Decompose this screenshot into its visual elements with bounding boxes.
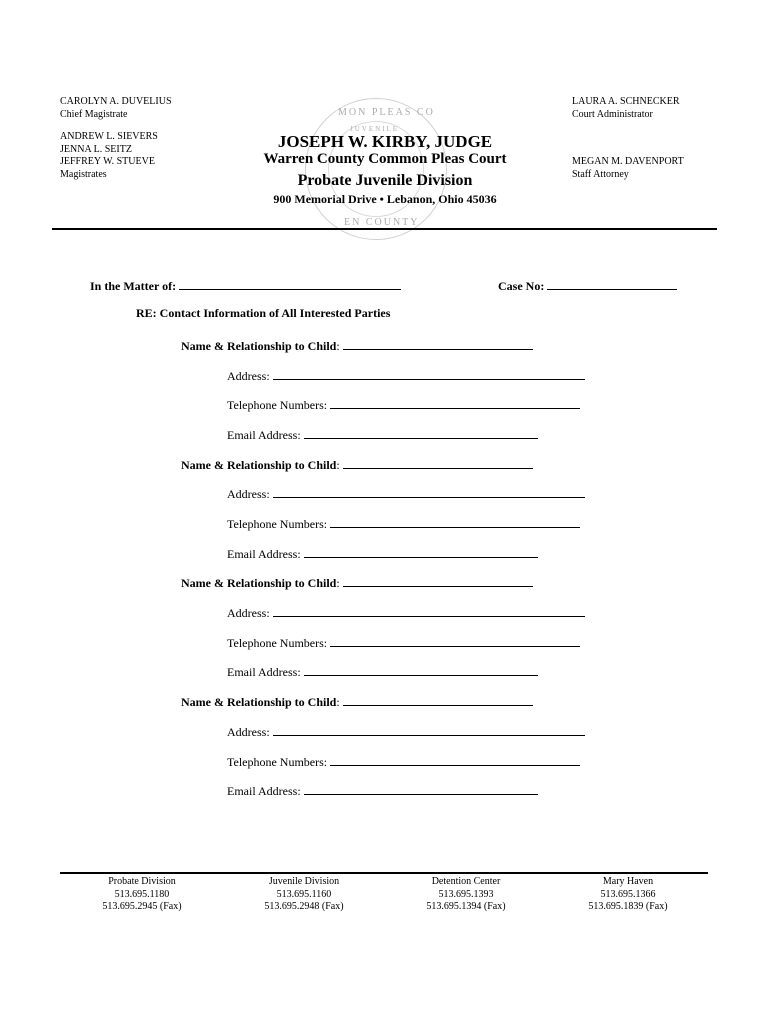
footer-detention — [386, 876, 546, 914]
party-2-name-row — [181, 456, 533, 473]
party-name-label: Name & Relationship to Child — [181, 576, 337, 590]
telephone-label: Telephone Numbers: — [227, 398, 328, 412]
re-line: RE: Contact Information of All Interested Parties — [136, 306, 391, 320]
magistrates-title: Magistrates — [60, 168, 107, 180]
party-4-address-row — [227, 723, 585, 740]
footer-office-fax: 513.695.2945 (Fax) — [102, 901, 182, 912]
case-number-input[interactable] — [547, 277, 677, 290]
party-1-address-row — [227, 367, 585, 384]
staff-attorney-block — [572, 156, 684, 181]
party-1-name-row — [181, 337, 533, 354]
court-administrator-title: Court Administrator — [572, 108, 653, 120]
footer-office-name: Mary Haven — [602, 876, 654, 887]
email-label: Email Address: — [227, 547, 301, 561]
footer-office-fax: 513.695.1839 (Fax) — [588, 901, 668, 912]
judge-name: JOSEPH W. KIRBY, JUDGE — [277, 132, 493, 151]
footer-office-name: Probate Division — [108, 876, 176, 887]
party-3-address-row — [227, 604, 585, 621]
address-label: Address: — [227, 725, 270, 739]
footer-office-fax: 513.695.1394 (Fax) — [426, 901, 506, 912]
party-2-phone-row — [227, 515, 580, 532]
staff-attorney-title: Staff Attorney — [572, 168, 629, 180]
chief-magistrate-block — [60, 96, 172, 121]
party-3-address-input[interactable] — [273, 604, 585, 617]
division-name: Probate Juvenile Division — [297, 172, 473, 189]
matter-row — [90, 277, 401, 294]
staff-attorney-name: MEGAN M. DAVENPORT — [572, 156, 684, 167]
address-label: Address: — [227, 369, 270, 383]
party-3-email-input[interactable] — [304, 663, 538, 676]
chief-magistrate-name: CAROLYN A. DUVELIUS — [60, 96, 172, 107]
party-name-colon: : — [336, 339, 340, 353]
footer-office-fax: 513.695.2948 (Fax) — [264, 901, 344, 912]
email-label: Email Address: — [227, 784, 301, 798]
telephone-label: Telephone Numbers: — [227, 755, 328, 769]
footer-juvenile — [224, 876, 384, 914]
footer-office-phone: 513.695.1366 — [600, 888, 656, 900]
party-name-colon: : — [336, 695, 340, 709]
party-3-email-row — [227, 663, 538, 680]
case-label: Case No: — [498, 279, 545, 293]
footer-office-phone: 513.695.1393 — [438, 888, 494, 900]
court-address: 900 Memorial Drive • Lebanon, Ohio 45036 — [273, 192, 497, 206]
party-4-phone-input[interactable] — [330, 753, 580, 766]
party-1-name-input[interactable] — [343, 337, 533, 350]
party-4-phone-row — [227, 753, 580, 770]
party-name-colon: : — [336, 576, 340, 590]
footer-office-phone: 513.695.1180 — [114, 888, 170, 900]
party-3-name-input[interactable] — [343, 574, 533, 587]
address-label: Address: — [227, 606, 270, 620]
court-name: Warren County Common Pleas Court — [263, 151, 507, 167]
footer-office-phone: 513.695.1160 — [276, 888, 332, 900]
magistrates-block — [60, 131, 158, 181]
party-1-email-input[interactable] — [304, 426, 538, 439]
seal-bottom-text: EN COUNTY — [344, 217, 420, 228]
party-1-phone-input[interactable] — [330, 396, 580, 409]
matter-input[interactable] — [179, 277, 401, 290]
matter-label: In the Matter of: — [90, 279, 177, 293]
party-name-label: Name & Relationship to Child — [181, 458, 337, 472]
party-2-name-input[interactable] — [343, 456, 533, 469]
party-4-name-row — [181, 693, 533, 710]
seal-top-text: MON PLEAS CO — [338, 107, 435, 118]
party-name-label: Name & Relationship to Child — [181, 339, 337, 353]
footer-divider — [60, 872, 708, 874]
party-4-email-input[interactable] — [304, 782, 538, 795]
telephone-label: Telephone Numbers: — [227, 636, 328, 650]
party-2-address-input[interactable] — [273, 485, 585, 498]
telephone-label: Telephone Numbers: — [227, 517, 328, 531]
email-label: Email Address: — [227, 665, 301, 679]
footer-mary-haven — [548, 876, 708, 914]
party-1-email-row — [227, 426, 538, 443]
party-4-email-row — [227, 782, 538, 799]
court-administrator-block — [572, 96, 680, 121]
seal-inner-text: JUVENILE — [350, 125, 400, 133]
party-4-address-input[interactable] — [273, 723, 585, 736]
magistrate-name: JEFFREY W. STUEVE — [60, 156, 155, 167]
email-label: Email Address: — [227, 428, 301, 442]
court-administrator-name: LAURA A. SCHNECKER — [572, 96, 680, 107]
court-seal-icon — [305, 98, 447, 240]
footer-office-name: Detention Center — [431, 876, 501, 887]
party-name-label: Name & Relationship to Child — [181, 695, 337, 709]
party-1-address-input[interactable] — [273, 367, 585, 380]
footer-probate — [62, 876, 222, 914]
magistrate-name: JENNA L. SEITZ — [60, 143, 132, 155]
party-3-phone-input[interactable] — [330, 634, 580, 647]
party-1-phone-row — [227, 396, 580, 413]
party-2-email-row — [227, 545, 538, 562]
party-2-address-row — [227, 485, 585, 502]
party-4-name-input[interactable] — [343, 693, 533, 706]
header-divider — [52, 228, 717, 230]
chief-magistrate-title: Chief Magistrate — [60, 108, 128, 120]
address-label: Address: — [227, 487, 270, 501]
footer-office-name: Juvenile Division — [268, 876, 340, 887]
party-2-phone-input[interactable] — [330, 515, 580, 528]
party-2-email-input[interactable] — [304, 545, 538, 558]
magistrate-name: ANDREW L. SIEVERS — [60, 131, 158, 142]
case-row — [498, 277, 677, 294]
party-3-phone-row — [227, 634, 580, 651]
party-3-name-row — [181, 574, 533, 591]
party-name-colon: : — [336, 458, 340, 472]
